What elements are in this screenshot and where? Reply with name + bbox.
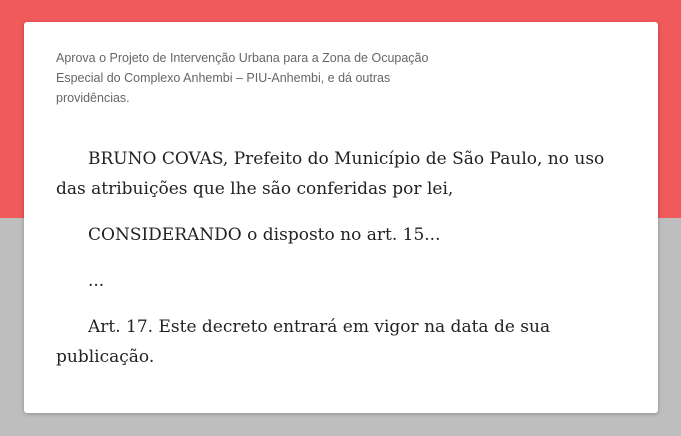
- document-body: [56, 144, 626, 390]
- document-card: [24, 22, 658, 413]
- paragraph-article-17: Art. 17. Este decreto entrará em vigor na data de sua publicação.: [56, 317, 551, 367]
- paragraph-ellipsis: ...: [88, 271, 105, 291]
- paragraph-considerando: CONSIDERANDO o disposto no art. 15...: [88, 225, 441, 245]
- paragraph-preamble: BRUNO COVAS, Prefeito do Município de São Paulo, no uso das atribuições que lhe são conferidas por lei,: [56, 149, 605, 199]
- document-ementa: Aprova o Projeto de Intervenção Urbana para a Zona de Ocupação Especial do Complexo Anhembi – PIU-Anhembi, e dá outras providências.: [56, 51, 429, 105]
